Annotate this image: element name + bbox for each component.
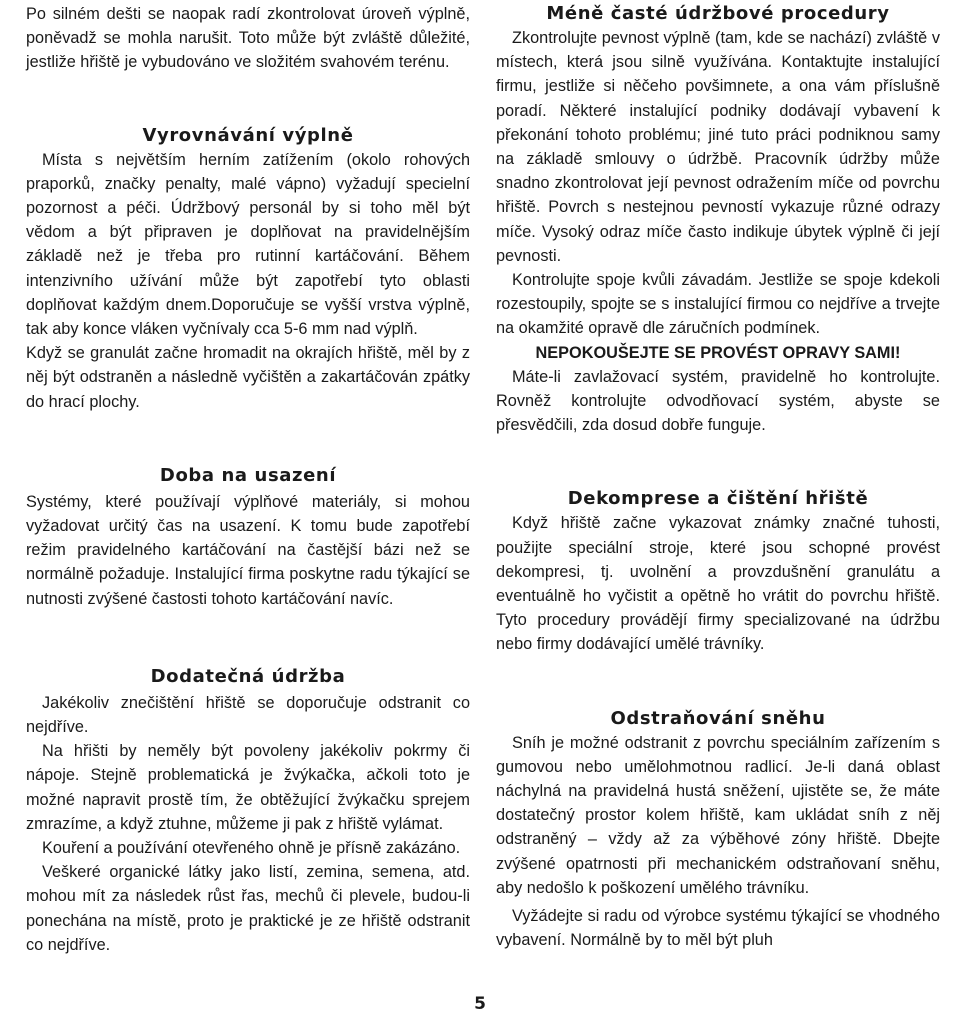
paragraph: Kontrolujte spoje kvůli závadám. Jestliže se spoje kdekoli rozestoupily, spojte se s instalující firmou co nejdříve a trvejte na okamžité opravě dle záručních podmínek. bbox=[496, 271, 940, 338]
paragraph: Zkontrolujte pevnost výplně (tam, kde se nachází) zvláště v místech, která jsou silně využívána. Kontaktujte instalující firmu, jestliže si něčeho povšimnete, a ona vám příslušně poradí. Některé instalující podniky dodávají vybavení k překonání tohoto problému; jiné tuto práci podniknou samy na základě smlouvy o údržbě. Pracovník údržby může snadno zkontrolovat její pevnost odražením míče od povrchu hřiště. Povrch s nestejnou pevností vykazuje různé odrazy míče. Vysoký odraz míče často indikuje úbytek výplně či její pevnosti. bbox=[496, 29, 940, 265]
paragraph: Když hřiště začne vykazovat známky značné tuhosti, použijte speciální stroje, které jsou schopné provést dekompresi, tj. uvolnění a provzdušnění granulátu a eventuálně ho vyčistit a opětně ho vrátit do povrchu hřiště. Tyto procedury provádějí firmy specializované na údržbu nebo firmy dodávající umělé trávníky. bbox=[496, 514, 940, 654]
section-heading-infill-leveling: Vyrovnávání výplně bbox=[142, 124, 354, 146]
section-heading-snow-removal: Odstraňování sněhu bbox=[610, 707, 826, 729]
paragraph: Máte-li zavlažovací systém, pravidelně ho kontrolujte. Rovněž kontrolujte odvodňovací systém, abyste se přesvědčili, zda dosud dobře funguje. bbox=[496, 367, 940, 435]
warning-text: NEPOKOUŠEJTE SE PROVÉST OPRAVY SAMI! bbox=[535, 343, 901, 362]
section-heading-decompression: Dekomprese a čištění hřiště bbox=[567, 488, 869, 510]
left-column bbox=[26, 2, 470, 957]
paragraph: Místa s největším herním zatížením (okolo rohových praporků, značky penalty, malé vápno) vyžadují specielní pozornost a péči. Údržbový personál by si toho měl být vědom a být připraven je doplňovat na pravidelnějším základě než je třeba pro rutinní kartáčování. Během intenzivního užívání může být zapotřebí tyto oblasti doplňovat každým dnem.Doporučuje se vyšší vrstva výplně, tak aby konce vláken vyčnívaly cca 5-6 mm nad výplň. bbox=[26, 150, 470, 339]
paragraph: Na hřišti by neměly být povoleny jakékoliv pokrmy či nápoje. Stejně problematická je žvýkačka, ačkoli toto je možné napravit prostě tím, že obtěžující žvýkačku sprejem zmrazíme, a když ztuhne, můžeme ji pak z hřiště vylámat. bbox=[26, 742, 470, 833]
paragraph: Jakékoliv znečištění hřiště se doporučuje odstranit co nejdříve. bbox=[26, 693, 470, 737]
paragraph: Systémy, které používají výplňové materiály, si mohou vyžadovat určitý čas na usazení. K tomu bude zapotřebí režim pravidelného kartáčování na častější bázi než se normálně požaduje. Instalující firma poskytne radu týkající se nutnosti zvýšené častosti tohoto kartáčování navíc. bbox=[26, 492, 470, 608]
right-column bbox=[496, 2, 940, 953]
paragraph: Kouření a používání otevřeného ohně je přísně zakázáno. bbox=[42, 839, 461, 858]
section-heading-additional-maintenance: Dodatečná údržba bbox=[150, 665, 346, 687]
paragraph: Vyžádejte si radu od výrobce systému týkající se vhodného vybavení. Normálně by to měl být pluh bbox=[496, 907, 940, 950]
page-number: 5 bbox=[474, 994, 486, 1014]
section-heading-less-frequent-procedures: Méně časté údržbové procedury bbox=[546, 3, 890, 24]
paragraph: Když se granulát začne hromadit na okrajích hřiště, měl by z něj být odstraněn a následně vyčištěn a zakartáčován zpátky do hrací plochy. bbox=[26, 344, 470, 411]
section-heading-settling-time: Doba na usazení bbox=[159, 464, 337, 486]
paragraph: Veškeré organické látky jako listí, zemina, semena, atd. mohou mít za následek růst řas, mechů či plevele, budou-li ponechána na místě, proto je praktické je ze hřiště odstranit co nejdříve. bbox=[26, 863, 470, 954]
paragraph: Sníh je možné odstranit z povrchu speciálním zařízením s gumovou nebo umělohmotnou radlicí. Je-li daná oblast náchylná na pravidelná hustá sněžení, ujistěte se, že máte dostatečný prostor kolem hřiště, kam ukládat sníh z něj odstraněný – vždy až za výběhové zóny hřiště. Dbejte zvýšené opatrnosti při mechanickém odstraňovaní sněhu, aby nedošlo k poškození umělého trávníku. bbox=[496, 733, 940, 897]
intro-paragraph: Po silném dešti se naopak radí zkontrolovat úroveň výplně, poněvadž se mohla narušit. Toto může být zvláště důležité, jestliže hřiště je vybudováno ve složitém svahovém terénu. bbox=[26, 5, 470, 72]
